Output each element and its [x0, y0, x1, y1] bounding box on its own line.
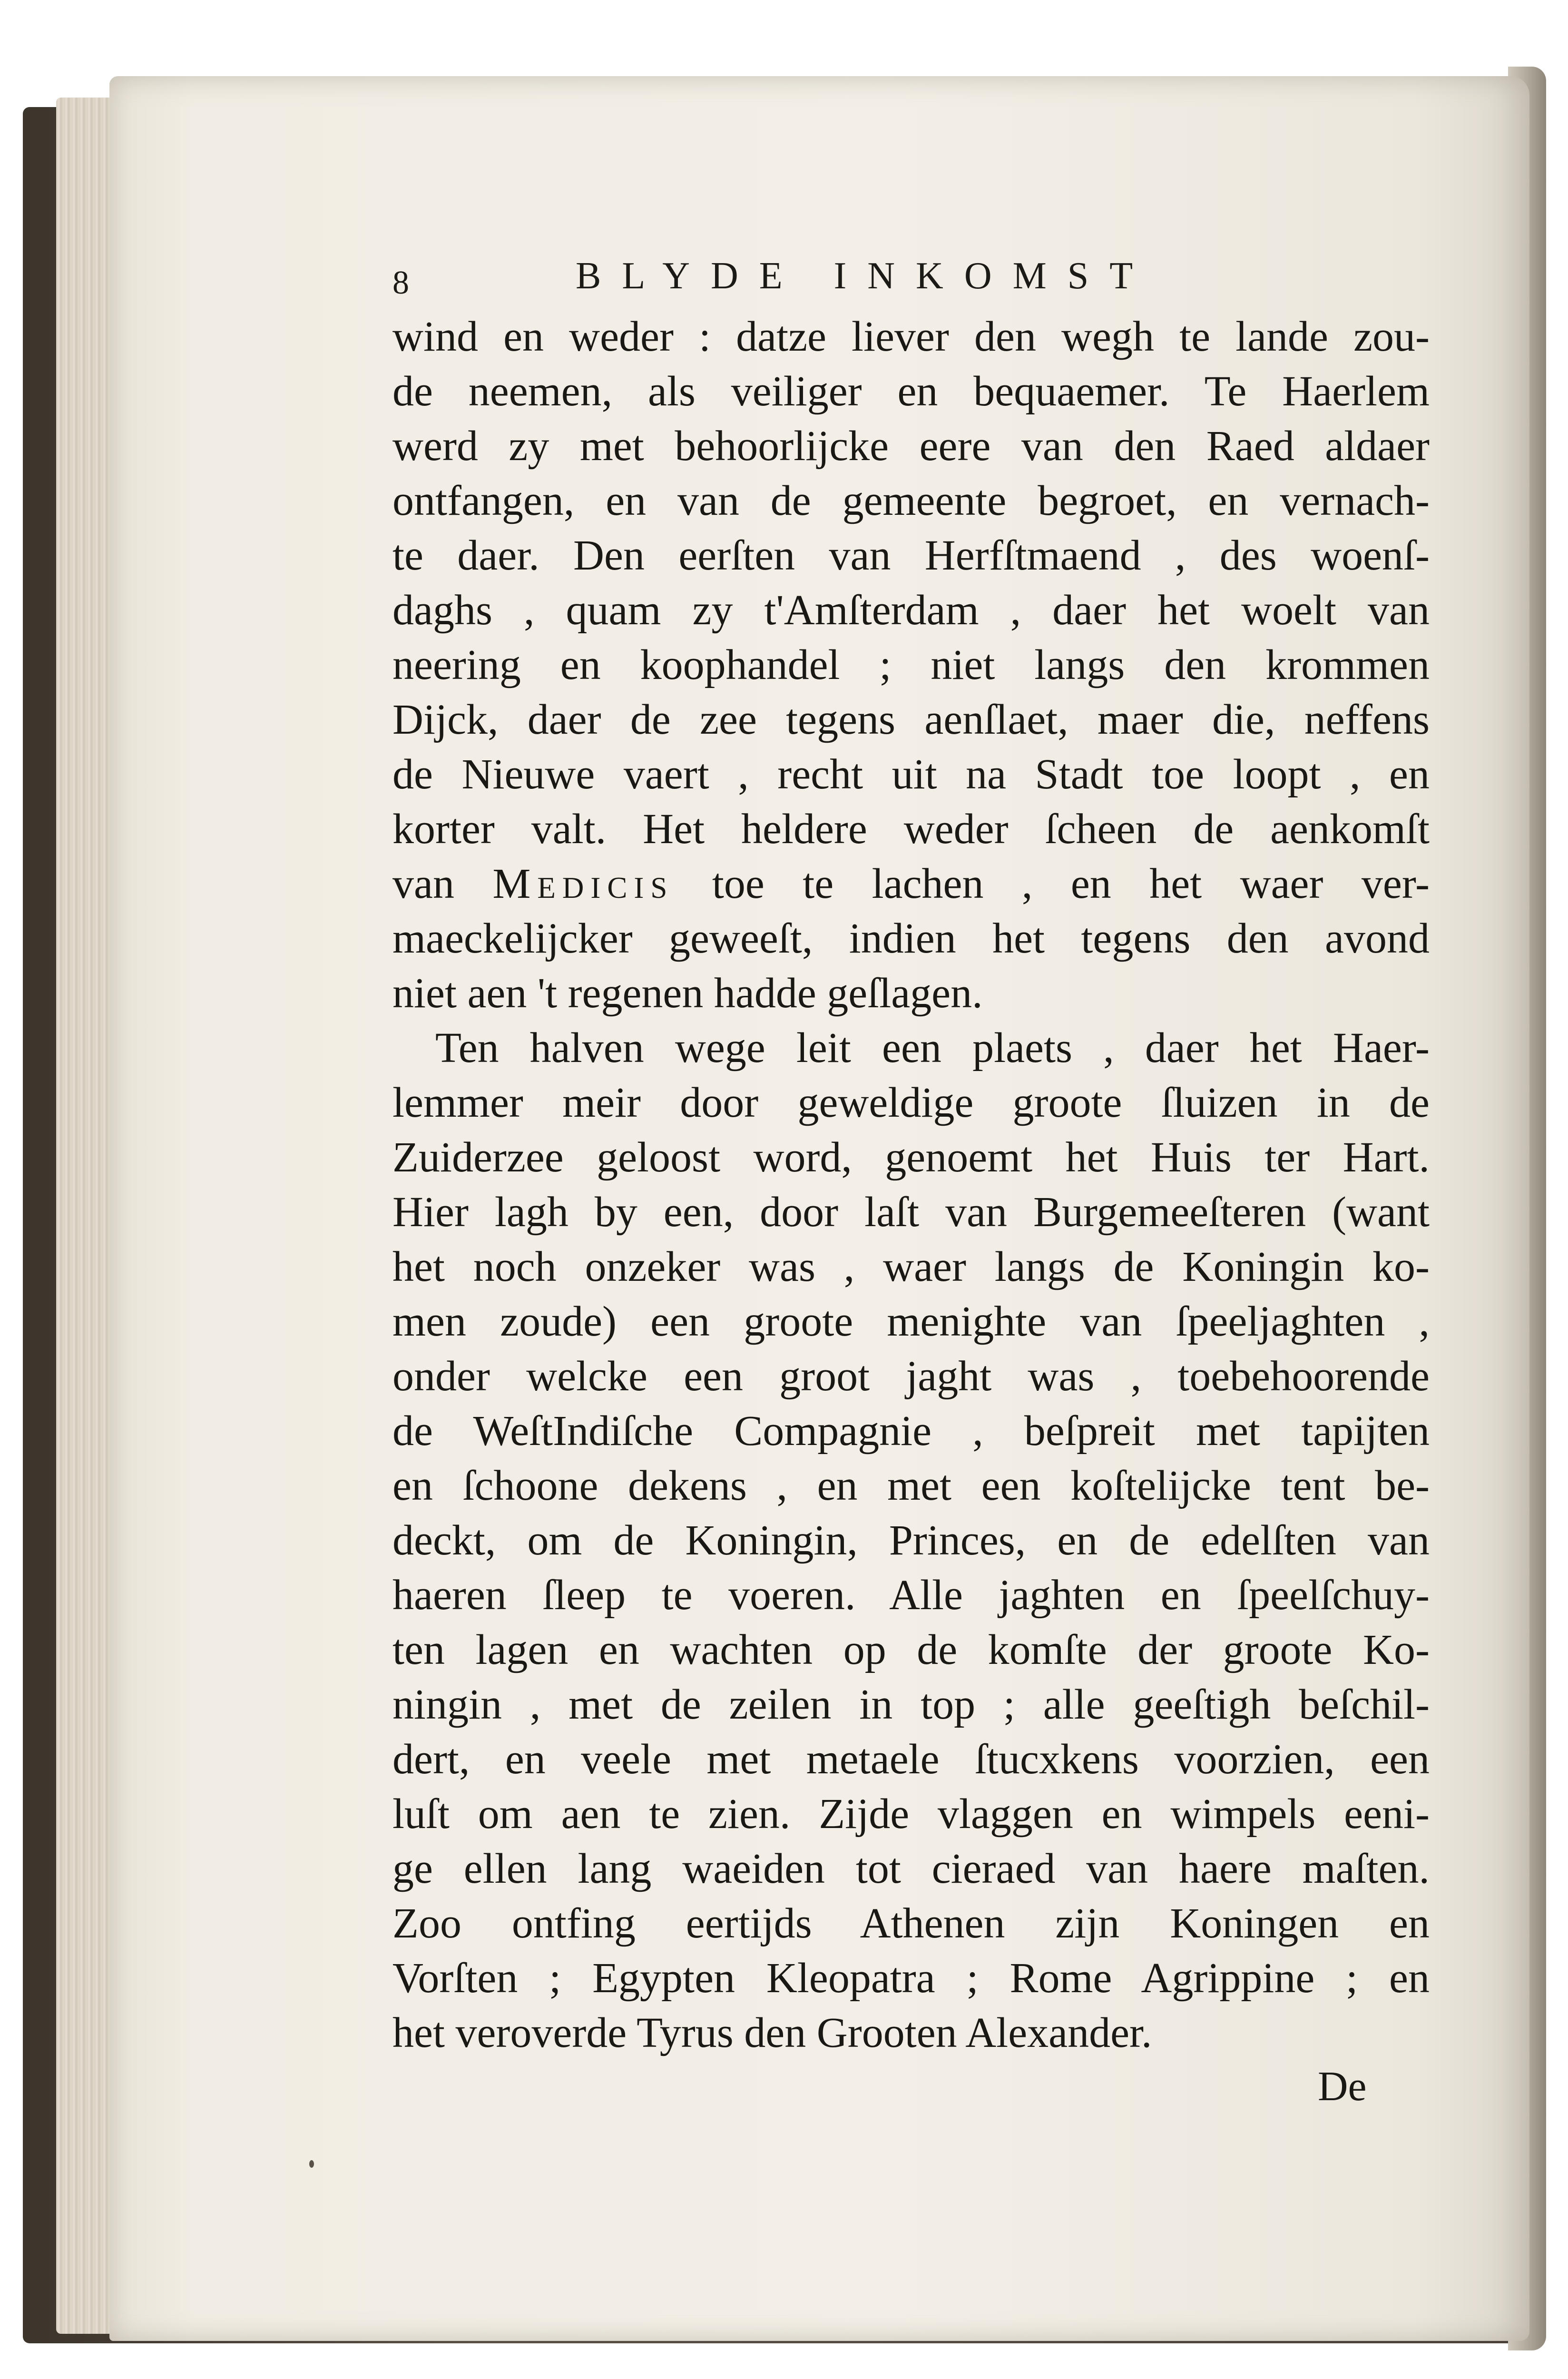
text-line [392, 309, 1430, 364]
text-line [392, 1677, 1430, 1732]
text-segment: toe te lachen , en het waer ver- [674, 860, 1430, 907]
text-segment: en ſchoone dekens , en met een koſtelijcke tent be- [392, 1462, 1430, 1509]
text-line [392, 1732, 1430, 1787]
text-line [392, 1787, 1430, 1841]
text-segment: luſt om aen te zien. Zijde vlaggen en wimpels eeni- [392, 1790, 1430, 1838]
text-segment: de Nieuwe vaert , recht uit na Stadt toe loopt , en [392, 751, 1430, 798]
text-segment: het veroverde Tyrus den Grooten Alexander. [392, 2009, 1152, 2056]
text-line [392, 1513, 1430, 1568]
text-line [392, 1239, 1430, 1294]
text-segment: Zuiderzee geloost word, genoemt het Huis ter Hart. [392, 1134, 1430, 1181]
text-line [392, 473, 1430, 528]
text-segment: men zoude) een groote menighte van ſpeeljaghten , [392, 1298, 1430, 1345]
text-segment: ge ellen lang waeiden tot cieraed van haere maſten. [392, 1845, 1430, 1892]
text-line [392, 1185, 1430, 1239]
text-line [392, 1458, 1430, 1513]
text-line [392, 583, 1430, 638]
text-line [392, 364, 1430, 419]
text-line [392, 1075, 1430, 1130]
text-line [392, 692, 1430, 747]
text-line [392, 1568, 1430, 1622]
text-segment: korter valt. Het heldere weder ſcheen de aenkomſt [392, 806, 1430, 853]
text-segment: neering en koophandel ; niet langs den krommen [392, 641, 1430, 688]
body-text [392, 309, 1430, 2060]
small-caps-name: Medicis [492, 860, 674, 907]
text-segment: niet aen 't regenen hadde geſlagen. [392, 970, 983, 1017]
text-segment: deckt, om de Koningin, Princes, en de edelſten van [392, 1517, 1430, 1564]
text-segment: ten lagen en wachten op de komſte der groote Ko- [392, 1626, 1430, 1673]
text-segment: onder welcke een groot jaght was , toebehoorende [392, 1353, 1430, 1400]
text-segment: haeren ſleep te voeren. Alle jaghten en ſpeelſchuy- [392, 1572, 1430, 1619]
text-segment: wind en weder : datze liever den wegh te lande zou- [392, 313, 1430, 360]
text-segment: van [392, 860, 493, 907]
text-line [392, 1841, 1430, 1896]
text-segment: Vorſten ; Egypten Kleopatra ; Rome Agrippine ; en [392, 1955, 1430, 2002]
text-line [392, 856, 1430, 911]
text-segment: lemmer meir door geweldige groote ſluizen in de [392, 1079, 1430, 1126]
text-segment: daghs , quam zy t'Amſterdam , daer het woelt van [392, 587, 1430, 634]
text-segment: dert, en veele met metaele ſtucxkens voorzien, een [392, 1736, 1430, 1783]
page-header [392, 255, 1344, 307]
text-segment: ningin , met de zeilen in top ; alle geeſtigh beſchil- [392, 1681, 1430, 1728]
text-line [392, 747, 1430, 802]
text-segment: te daer. Den eerſten van Herfſtmaend , des woenſ- [392, 532, 1430, 579]
text-segment: Zoo ontfing eertijds Athenen zijn Koningen en [392, 1900, 1430, 1947]
text-line [392, 1896, 1430, 1951]
paper-speck [309, 2160, 314, 2168]
text-line [392, 1951, 1430, 2005]
text-segment: Hier lagh by een, door laſt van Burgemeeſteren (want [392, 1189, 1430, 1236]
text-segment: maeckelijcker geweeſt, indien het tegens den avond [392, 915, 1430, 962]
text-line [392, 1130, 1430, 1185]
text-segment: Ten halven wege leit een plaets , daer het Haer- [435, 1024, 1430, 1072]
text-line [392, 1404, 1430, 1458]
text-segment: het noch onzeker was , waer langs de Koningin ko- [392, 1243, 1430, 1290]
text-line [392, 1021, 1430, 1075]
running-head: BLYDE INKOMST [576, 255, 1154, 297]
text-segment: ontfangen, en van de gemeente begroet, en vernach- [392, 477, 1430, 524]
text-segment: werd zy met behoorlijcke eere van den Raed aldaer [392, 423, 1430, 470]
text-line [392, 419, 1430, 473]
text-line [392, 1349, 1430, 1404]
page-number: 8 [392, 265, 409, 301]
text-line [392, 1622, 1430, 1677]
text-line [392, 528, 1430, 583]
text-segment: de WeſtIndiſche Compagnie , beſpreit met tapijten [392, 1407, 1430, 1455]
text-line [392, 802, 1430, 856]
text-line [392, 911, 1430, 966]
text-line [392, 638, 1430, 692]
text-line [392, 1294, 1430, 1349]
text-segment: de neemen, als veiliger en bequaemer. Te Haerlem [392, 368, 1430, 415]
text-line [392, 2005, 1430, 2060]
text-segment: Dijck, daer de zee tegens aenſlaet, maer die, neffens [392, 696, 1430, 743]
text-line [392, 966, 1430, 1021]
catchword: De [1318, 2064, 1367, 2110]
